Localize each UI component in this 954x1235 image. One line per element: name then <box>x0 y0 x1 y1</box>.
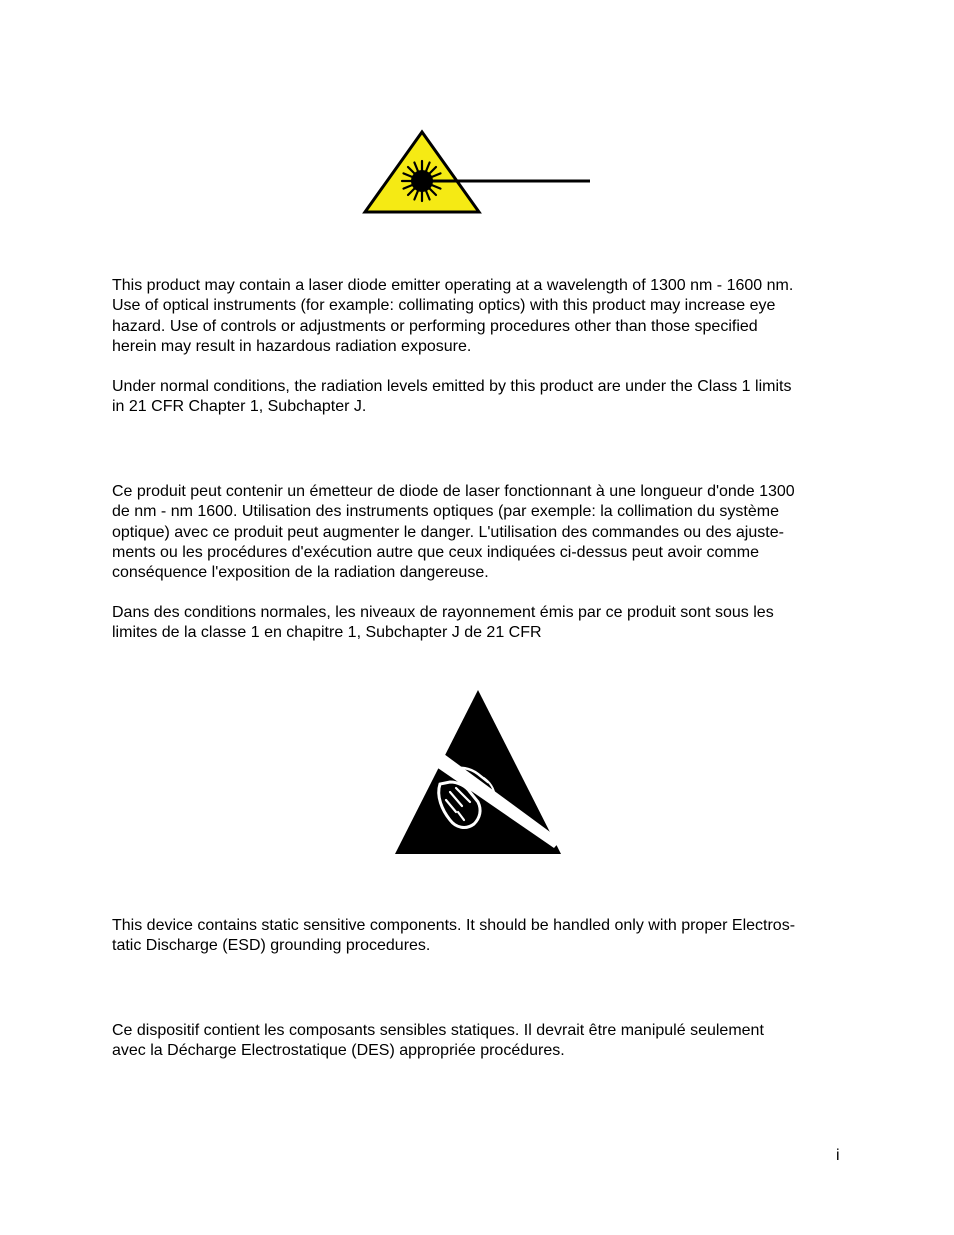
esd-warning-french-paragraph: Ce dispositif contient les composants sensibles statiques. Il devrait être manipulé seulement avec la Décharge Electrostatique (DES) appropriée procédures. <box>112 1022 764 1060</box>
laser-radiation-warning-icon <box>362 128 592 216</box>
page-number: i <box>836 1147 840 1164</box>
laser-warning-french-paragraph-1: Ce produit peut contenir un émetteur de diode de laser fonctionnant à une longueur d'onde 1300 de nm - nm 1600. Utilisation des instruments optiques (par exemple: la collimation du système optique) avec ce produit peut augmenter le danger. L'utilisation des commandes ou des ajuste- ments ou les procédures d'exécution autre que ceux indiquées ci-dessus peut avoir comme conséquence l'exposition de la radiation dangereuse. <box>112 483 795 582</box>
esd-sensitive-hand-icon <box>392 688 564 856</box>
laser-warning-english-paragraph-2: Under normal conditions, the radiation levels emitted by this product are under the Class 1 limits in 21 CFR Chapter 1, Subchapter J. <box>112 378 792 416</box>
laser-warning-english-paragraph-1: This product may contain a laser diode emitter operating at a wavelength of 1300 nm - 1600 nm. Use of optical instruments (for example: collimating optics) with this product may increase eye hazard. Use of controls or adjustments or performing procedures other than those specified herein may result in hazardous radiation exposure. <box>112 277 794 355</box>
esd-warning-english-paragraph: This device contains static sensitive components. It should be handled only with proper Electros- tatic Discharge (ESD) grounding procedures. <box>112 917 796 955</box>
laser-warning-french-paragraph-2: Dans des conditions normales, les niveaux de rayonnement émis par ce produit sont sous les limites de la classe 1 en chapitre 1, Subchapter J de 21 CFR <box>112 604 774 642</box>
